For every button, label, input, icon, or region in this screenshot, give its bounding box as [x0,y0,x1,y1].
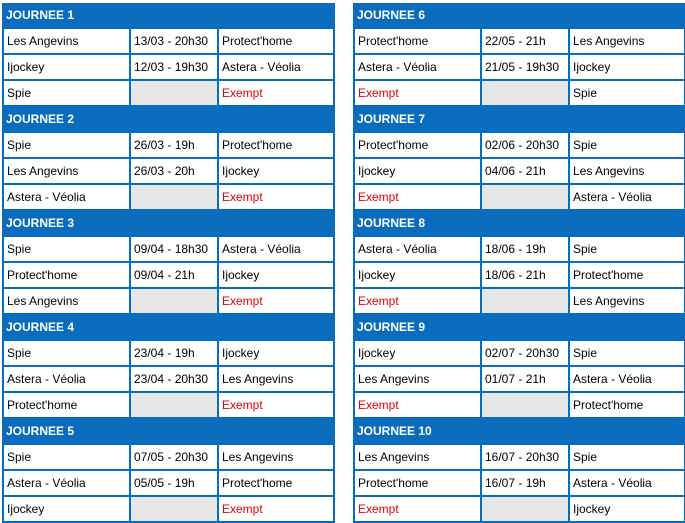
date-cell [129,185,217,209]
match-row [353,29,685,55]
match-row [2,289,335,315]
away-team-cell: Protect'home [217,29,335,53]
match-row [2,445,335,471]
away-team-cell: Exempt [217,81,335,105]
away-team-cell: Spie [568,237,685,261]
away-team-cell: Astera - Véolia [568,185,685,209]
date-cell: 22/05 - 21h [480,29,568,53]
home-team-cell: Astera - Véolia [2,367,129,391]
home-team-cell: Ijockey [353,263,480,287]
match-row [2,133,335,159]
journee-title: JOURNEE 4 [2,315,335,341]
journee-block [353,315,685,419]
date-cell: 23/04 - 19h [129,341,217,365]
date-cell: 09/04 - 18h30 [129,237,217,261]
match-row [353,133,685,159]
match-row [353,81,685,107]
match-row [353,393,685,419]
match-row [353,185,685,211]
away-team-cell: Exempt [217,185,335,209]
date-cell [129,393,217,417]
date-cell: 04/06 - 21h [480,159,568,183]
journee-block [353,3,685,107]
journee-title: JOURNEE 6 [353,3,685,29]
match-row [2,497,335,523]
match-row [353,367,685,393]
date-cell: 13/03 - 20h30 [129,29,217,53]
left-column [2,3,335,523]
home-team-cell: Astera - Véolia [353,55,480,79]
home-team-cell: Protect'home [353,471,480,495]
date-cell: 01/07 - 21h [480,367,568,391]
away-team-cell: Astera - Véolia [568,471,685,495]
home-team-cell: Exempt [353,185,480,209]
home-team-cell: Exempt [353,81,480,105]
journee-title: JOURNEE 3 [2,211,335,237]
away-team-cell: Astera - Véolia [217,55,335,79]
match-row [353,159,685,185]
date-cell [480,393,568,417]
home-team-cell: Ijockey [353,341,480,365]
journee-block [2,211,335,315]
date-cell: 12/03 - 19h30 [129,55,217,79]
match-row [353,55,685,81]
away-team-cell: Exempt [217,289,335,313]
date-cell: 26/03 - 19h [129,133,217,157]
away-team-cell: Astera - Véolia [217,237,335,261]
home-team-cell: Astera - Véolia [353,237,480,261]
match-row [353,237,685,263]
away-team-cell: Exempt [217,393,335,417]
journee-title: JOURNEE 5 [2,419,335,445]
home-team-cell: Astera - Véolia [2,471,129,495]
home-team-cell: Exempt [353,497,480,521]
home-team-cell: Ijockey [2,497,129,521]
journee-title: JOURNEE 9 [353,315,685,341]
home-team-cell: Spie [2,81,129,105]
journee-block [2,3,335,107]
away-team-cell: Spie [568,133,685,157]
date-cell [129,497,217,521]
date-cell: 26/03 - 20h [129,159,217,183]
away-team-cell: Les Angevins [217,445,335,469]
home-team-cell: Protect'home [353,29,480,53]
journee-title: JOURNEE 7 [353,107,685,133]
away-team-cell: Astera - Véolia [568,367,685,391]
home-team-cell: Spie [2,237,129,261]
home-team-cell: Spie [2,133,129,157]
away-team-cell: Les Angevins [568,29,685,53]
match-row [2,159,335,185]
match-row [353,471,685,497]
home-team-cell: Astera - Véolia [2,185,129,209]
away-team-cell: Protect'home [217,471,335,495]
match-row [353,341,685,367]
home-team-cell: Protect'home [2,393,129,417]
match-row [2,393,335,419]
journee-title: JOURNEE 2 [2,107,335,133]
journee-block [2,315,335,419]
away-team-cell: Protect'home [568,393,685,417]
right-column [353,3,685,523]
date-cell [480,289,568,313]
date-cell: 05/05 - 19h [129,471,217,495]
home-team-cell: Exempt [353,393,480,417]
date-cell [129,81,217,105]
home-team-cell: Ijockey [353,159,480,183]
away-team-cell: Ijockey [217,159,335,183]
match-row [2,341,335,367]
date-cell: 16/07 - 20h30 [480,445,568,469]
journee-block [353,419,685,523]
date-cell: 18/06 - 19h [480,237,568,261]
date-cell: 09/04 - 21h [129,263,217,287]
home-team-cell: Les Angevins [2,159,129,183]
journee-block [2,107,335,211]
journee-block [353,107,685,211]
match-row [2,55,335,81]
date-cell [480,81,568,105]
date-cell: 21/05 - 19h30 [480,55,568,79]
journee-block [353,211,685,315]
away-team-cell: Les Angevins [568,289,685,313]
match-row [2,29,335,55]
away-team-cell: Ijockey [217,263,335,287]
journee-title: JOURNEE 8 [353,211,685,237]
date-cell: 07/05 - 20h30 [129,445,217,469]
home-team-cell: Ijockey [2,55,129,79]
match-row [353,289,685,315]
match-row [2,185,335,211]
home-team-cell: Les Angevins [353,445,480,469]
home-team-cell: Protect'home [2,263,129,287]
journee-block [2,419,335,523]
match-row [2,471,335,497]
journee-title: JOURNEE 1 [2,3,335,29]
away-team-cell: Ijockey [568,55,685,79]
date-cell: 02/06 - 20h30 [480,133,568,157]
date-cell [129,289,217,313]
match-row [353,497,685,523]
date-cell: 18/06 - 21h [480,263,568,287]
match-row [2,367,335,393]
away-team-cell: Protect'home [217,133,335,157]
home-team-cell: Les Angevins [2,29,129,53]
date-cell: 16/07 - 19h [480,471,568,495]
date-cell: 02/07 - 20h30 [480,341,568,365]
away-team-cell: Ijockey [217,341,335,365]
match-row [2,263,335,289]
home-team-cell: Les Angevins [353,367,480,391]
home-team-cell: Les Angevins [2,289,129,313]
away-team-cell: Spie [568,445,685,469]
match-row [353,263,685,289]
away-team-cell: Les Angevins [217,367,335,391]
away-team-cell: Exempt [217,497,335,521]
away-team-cell: Spie [568,81,685,105]
journee-title: JOURNEE 10 [353,419,685,445]
away-team-cell: Les Angevins [568,159,685,183]
home-team-cell: Protect'home [353,133,480,157]
away-team-cell: Ijockey [568,497,685,521]
date-cell [480,185,568,209]
away-team-cell: Protect'home [568,263,685,287]
match-row [2,237,335,263]
match-row [353,445,685,471]
home-team-cell: Spie [2,341,129,365]
date-cell [480,497,568,521]
match-row [2,81,335,107]
home-team-cell: Exempt [353,289,480,313]
home-team-cell: Spie [2,445,129,469]
away-team-cell: Spie [568,341,685,365]
date-cell: 23/04 - 20h30 [129,367,217,391]
